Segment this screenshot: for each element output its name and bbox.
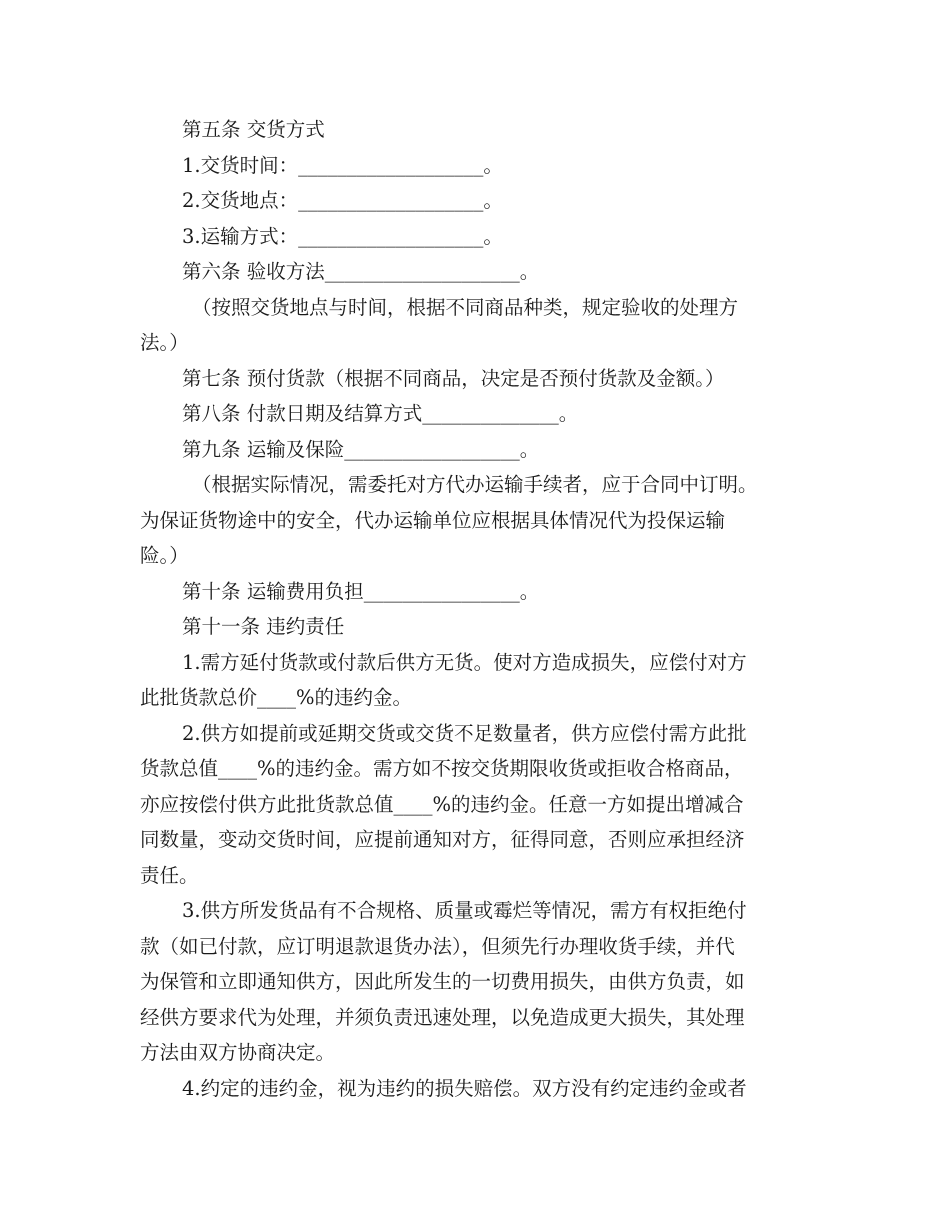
text-line-art11-item3-line5: 方法由双方协商决定。 — [140, 1041, 336, 1064]
text-line-art11-item2-line5: 责任。 — [140, 863, 199, 887]
contract-body — [140, 112, 812, 1106]
text-line-art10-heading: 第十条 运输费用负担________________。 — [182, 579, 540, 603]
text-line-art11-item2-line1: 2.供方如提前或延期交货或交货不足数量者，供方应偿付需方此批 — [182, 721, 747, 745]
text-line-art8-heading: 第八条 付款日期及结算方式______________。 — [182, 402, 579, 425]
text-line-art11-heading: 第十一条 违约责任 — [182, 615, 345, 638]
text-line-art11-item2-line2: 货款总值____%的违约金。需方如不按交货期限收货或拒收合格商品， — [140, 757, 744, 780]
text-line-art11-item3-line2: 款（如已付款，应订明退款退货办法），但须先行办理收货手续，并代 — [140, 934, 735, 958]
text-line-art9-note-line1: （根据实际情况，需委托对方代办运输手续者，应于合同中订明。 — [192, 473, 758, 496]
text-line-art6-note-line1: （按照交货地点与时间，根据不同商品种类，规定验收的处理方 — [192, 295, 739, 319]
text-line-art11-item3-line3: 为保管和立即通知供方，因此所发生的一切费用损失，由供方负责，如 — [140, 970, 745, 993]
text-line-art9-note-line2: 为保证货物途中的安全，代办运输单位应根据具体情况代为投保运输 — [140, 508, 726, 532]
text-line-art5-item1: 1.交货时间：___________________。 — [182, 153, 503, 177]
text-line-art6-heading: 第六条 验收方法____________________。 — [182, 260, 540, 283]
text-line-art11-item2-line3: 亦应按偿付供方此批货款总值____%的违约金。任意一方如提出增减合 — [140, 792, 744, 816]
text-line-art11-item3-line1: 3.供方所发货品有不合规格、质量或霉烂等情况，需方有权拒绝付 — [182, 899, 747, 922]
text-line-art5-item3: 3.运输方式：___________________。 — [182, 224, 503, 248]
text-line-art11-item3-line4: 经供方要求代为处理，并须负责迅速处理，以免造成更大损失，其处理 — [140, 1005, 745, 1029]
text-line-art11-item1-line2: 此批货款总价____%的违约金。 — [140, 686, 413, 709]
text-line-art11-item1-line1: 1.需方延付货款或付款后供方无货。使对方造成损失，应偿付对方 — [182, 650, 747, 674]
text-line-art11-item2-line4: 同数量，变动交货时间，应提前通知对方，征得同意，否则应承担经济 — [140, 828, 745, 851]
text-line-art5-heading: 第五条 交货方式 — [182, 118, 325, 141]
text-line-art6-note-line2: 法。） — [140, 331, 189, 354]
text-line-art11-item4-line1: 4.约定的违约金，视为违约的损失赔偿。双方没有约定违约金或者 — [182, 1076, 747, 1100]
text-line-art5-item2: 2.交货地点：___________________。 — [182, 189, 503, 212]
text-line-art9-note-line3: 险。） — [140, 544, 189, 567]
text-line-art9-heading: 第九条 运输及保险__________________。 — [182, 437, 540, 461]
text-line-art7-heading: 第七条 预付货款（根据不同商品，决定是否预付货款及金额。） — [182, 366, 725, 390]
